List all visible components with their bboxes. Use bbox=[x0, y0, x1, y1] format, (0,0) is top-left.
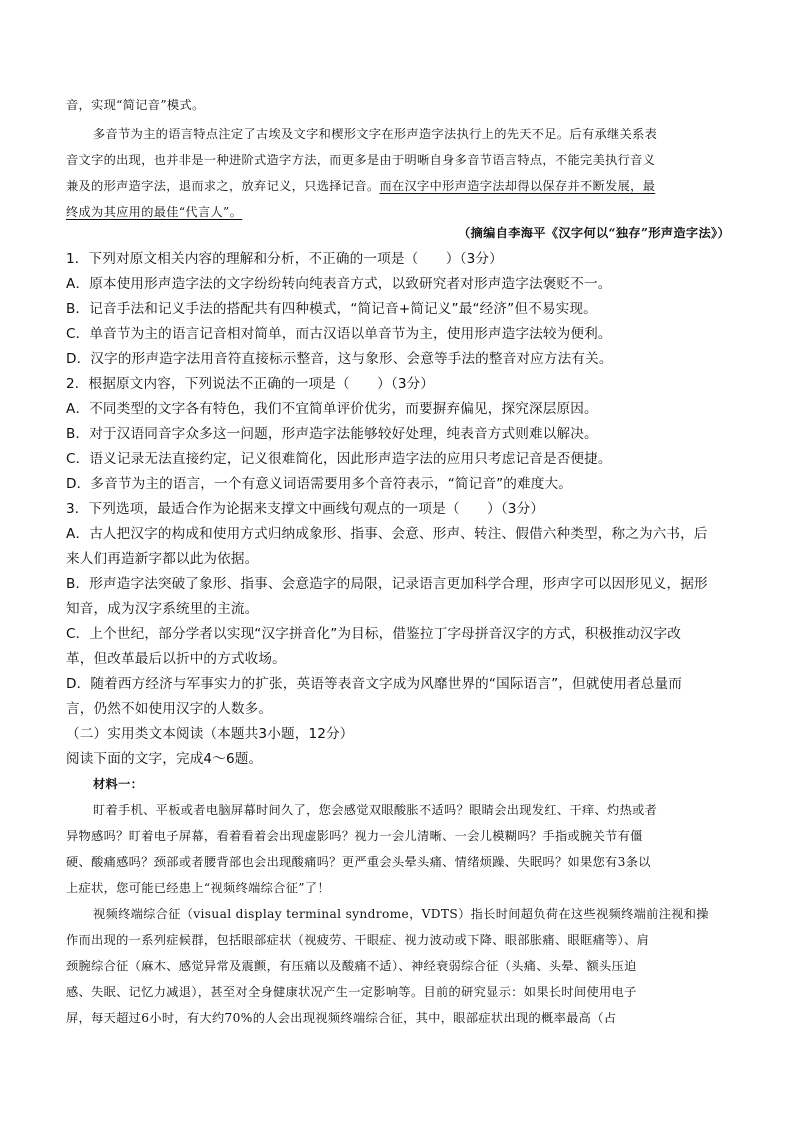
underlined-key-sentence: 而在汉字中形声造字法却得以保存并不断发展，最 bbox=[379, 179, 656, 193]
question-3-stem: 3．下列选项，最适合作为论据来支撑文中画线句观点的一项是（ ）（3分） bbox=[66, 501, 545, 517]
question-3-option-a: A．古人把汉字的构成和使用方式归纳成象形、指事、会意、形声、转注、假借六种类型，称之为六书，后 bbox=[66, 526, 708, 542]
question-2-option-b: B．对于汉语同音字众多这一问题，形声造字法能够较好处理，纯表音方式则难以解决。 bbox=[66, 426, 598, 442]
question-3-option-b: B．形声造字法突破了象形、指事、会意造字的局限，记录语言更加科学合理，形声字可以因形见义，据形 bbox=[66, 576, 708, 592]
question-1-option-c: C．单音节为主的语言记音相对简单，而古汉语以单音节为主，使用形声造字法较为便利。 bbox=[66, 326, 612, 342]
passage-text-line bbox=[66, 177, 730, 194]
material-text-line: 颈腕综合征（麻木、感觉异常及震颤，有压痛以及酸痛不适）、神经衰弱综合征（头痛、头晕、额头压迫 bbox=[66, 959, 637, 973]
material-text-line: 异物感吗？盯着电子屏幕，看着看着会出现虚影吗？视力一会儿清晰、一会儿模糊吗？手指或腕关节有僵 bbox=[66, 829, 643, 843]
question-2-stem: 2．根据原文内容，下列说法不正确的一项是（ ）（3分） bbox=[66, 376, 435, 392]
passage-text-line: 多音节为主的语言特点注定了古埃及文字和楔形文字在形声造字法执行上的先天不足。后有承继关系表 bbox=[93, 127, 658, 141]
underlined-key-sentence: 终成为其应用的最佳“代言人”。 bbox=[66, 205, 243, 219]
section-heading: （二）实用类文本阅读（本题共3小题，12分） bbox=[66, 726, 354, 742]
passage-text: 兼及的形声造字法，退而求之，放弃记义，只选择记音。 bbox=[66, 179, 380, 193]
source-citation: （摘编自李海平《汉字何以“独存”形声造字法》） bbox=[458, 226, 730, 240]
question-1-option-b: B．记音手法和记义手法的搭配共有四种模式，“简记音+简记义”最“经济”但不易实现。 bbox=[66, 301, 597, 317]
question-2-option-c: C．语义记录无法直接约定，记义很难简化，因此形声造字法的应用只考虑记音是否便捷。 bbox=[66, 451, 612, 467]
material-text-line: 视频终端综合征（visual display terminal syndrome，VDTS）指长时间超负荷在这些视频终端前注视和操 bbox=[93, 907, 709, 921]
question-3-option-d: D．随着西方经济与军事实力的扩张，英语等表音文字成为风靡世界的“国际语言”，但就使用者总量而 bbox=[66, 676, 682, 692]
material-text-line: 作而出现的一系列症候群，包括眼部症状（视疲劳、干眼症、视力波动或下降、眼部胀痛、眼眶痛等）、肩 bbox=[66, 933, 650, 947]
question-1-option-a: A．原本使用形声造字法的文字纷纷转向纯表音方式，以致研究者对形声造字法褒贬不一。 bbox=[66, 276, 612, 292]
question-2-option-a: A．不同类型的文字各有特色，我们不宜简单评价优劣，而要摒弃偏见，探究深层原因。 bbox=[66, 401, 598, 417]
question-3-option-b-cont: 知音，成为汉字系统里的主流。 bbox=[66, 601, 259, 617]
question-3-option-a-cont: 来人们再造新字都以此为依据。 bbox=[66, 551, 259, 567]
question-3-option-d-cont: 言，仍然不如使用汉字的人数多。 bbox=[66, 701, 273, 717]
passage-text-line: 音，实现“简记音”模式。 bbox=[66, 98, 205, 112]
section-instruction: 阅读下面的文字，完成4～6题。 bbox=[66, 751, 263, 767]
material-label: 材料一： bbox=[93, 777, 144, 791]
material-text-line: 感、失眠、记忆力减退），甚至对全身健康状况产生一定影响等。目前的研究显示：如果长时间使用电子 bbox=[66, 985, 637, 999]
question-1-option-d: D．汉字的形声造字法用音符直接标示整音，这与象形、会意等手法的整音对应方法有关。 bbox=[66, 351, 613, 367]
passage-text-line: 音文字的出现，也并非是一种进阶式造字方法，而更多是由于明晰自身多音节语言特点，不能完美执行音义 bbox=[66, 153, 656, 167]
question-1-stem: 1．下列对原文相关内容的理解和分析，不正确的一项是（ ）（3分） bbox=[66, 251, 503, 267]
material-text-line: 盯着手机、平板或者电脑屏幕时间久了，您会感觉双眼酸胀不适吗？眼睛会出现发红、干痒、灼热或者 bbox=[93, 803, 658, 817]
material-text-line: 上症状，您可能已经患上“视频终端综合征”了！ bbox=[66, 881, 330, 895]
material-text-line: 屏，每天超过6小时，有大约70%的人会出现视频终端综合征，其中，眼部症状出现的概率最高（占 bbox=[66, 1011, 617, 1025]
material-text-line: 硬、酸痛感吗？颈部或者腰背部也会出现酸痛吗？更严重会头晕头痛、情绪烦躁、失眠吗？如果您有3条以 bbox=[66, 855, 651, 869]
question-2-option-d: D．多音节为主的语言，一个有意义词语需要用多个音符表示，“简记音”的难度大。 bbox=[66, 476, 573, 492]
question-3-option-c-cont: 革，但改革最后以折中的方式收场。 bbox=[66, 651, 286, 667]
question-3-option-c: C．上个世纪，部分学者以实现“汉字拼音化”为目标，借鉴拉丁字母拼音汉字的方式，积极推动汉字改 bbox=[66, 626, 682, 642]
passage-text-line bbox=[66, 203, 730, 220]
